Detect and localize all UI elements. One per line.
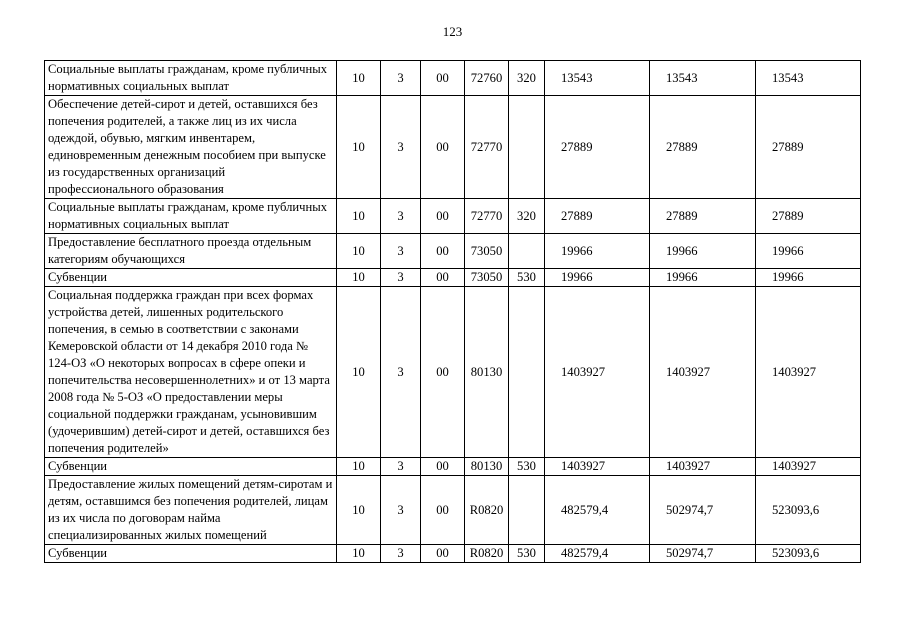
section-code-cell: 10 [337,96,381,199]
expense-type-code-cell: 320 [509,61,545,96]
table-body [45,61,861,563]
amount-year3-cell: 523093,6 [756,476,861,545]
budget-table [44,60,861,563]
table-row [45,458,861,476]
direction-code-cell: 72770 [465,96,509,199]
amount-year2-cell: 27889 [650,199,756,234]
expense-type-code-cell [509,96,545,199]
subsection-code-cell: 3 [381,287,421,458]
table-row [45,61,861,96]
expense-type-code-cell [509,287,545,458]
amount-year2-cell: 502974,7 [650,545,756,563]
subsection-code-cell: 3 [381,61,421,96]
direction-code-cell: 72760 [465,61,509,96]
table-row [45,476,861,545]
section-code-cell: 10 [337,287,381,458]
amount-year3-cell: 19966 [756,269,861,287]
amount-year1-cell: 1403927 [545,287,650,458]
subsection-code-cell: 3 [381,476,421,545]
section-code-cell: 10 [337,61,381,96]
amount-year1-cell: 27889 [545,96,650,199]
amount-year2-cell: 19966 [650,234,756,269]
row-name-cell: Обеспечение детей-сирот и детей, оставшихся без попечения родителей, а также лиц из их числа одеждой, обувью, мягким инвентарем, единовременным денежным пособием при выпуске из государственных организаций профессионального образования [45,96,337,199]
subsection-code-cell: 3 [381,269,421,287]
amount-year3-cell: 13543 [756,61,861,96]
direction-code-cell: 73050 [465,269,509,287]
amount-year2-cell: 13543 [650,61,756,96]
program-code-cell: 00 [421,269,465,287]
amount-year3-cell: 1403927 [756,287,861,458]
expense-type-code-cell [509,234,545,269]
expense-type-code-cell: 530 [509,458,545,476]
row-name-cell: Предоставление жилых помещений детям-сиротам и детям, оставшимся без попечения родителей, лицам из их числа по договорам найма специализированных жилых помещений [45,476,337,545]
section-code-cell: 10 [337,269,381,287]
amount-year2-cell: 502974,7 [650,476,756,545]
amount-year2-cell: 1403927 [650,287,756,458]
row-name-cell: Субвенции [45,545,337,563]
expense-type-code-cell: 320 [509,199,545,234]
program-code-cell: 00 [421,199,465,234]
direction-code-cell: R0820 [465,545,509,563]
section-code-cell: 10 [337,199,381,234]
amount-year3-cell: 27889 [756,199,861,234]
direction-code-cell: 72770 [465,199,509,234]
program-code-cell: 00 [421,61,465,96]
expense-type-code-cell [509,476,545,545]
program-code-cell: 00 [421,476,465,545]
table-row [45,234,861,269]
expense-type-code-cell: 530 [509,269,545,287]
amount-year3-cell: 523093,6 [756,545,861,563]
subsection-code-cell: 3 [381,234,421,269]
row-name-cell: Социальные выплаты гражданам, кроме публичных нормативных социальных выплат [45,199,337,234]
row-name-cell: Субвенции [45,269,337,287]
direction-code-cell: 73050 [465,234,509,269]
subsection-code-cell: 3 [381,458,421,476]
row-name-cell: Субвенции [45,458,337,476]
amount-year1-cell: 482579,4 [545,545,650,563]
amount-year1-cell: 482579,4 [545,476,650,545]
table-row [45,199,861,234]
table-row [45,269,861,287]
section-code-cell: 10 [337,458,381,476]
row-name-cell: Социальные выплаты гражданам, кроме публичных нормативных социальных выплат [45,61,337,96]
subsection-code-cell: 3 [381,199,421,234]
direction-code-cell: R0820 [465,476,509,545]
program-code-cell: 00 [421,234,465,269]
amount-year2-cell: 19966 [650,269,756,287]
expense-type-code-cell: 530 [509,545,545,563]
section-code-cell: 10 [337,234,381,269]
program-code-cell: 00 [421,287,465,458]
subsection-code-cell: 3 [381,545,421,563]
row-name-cell: Социальная поддержка граждан при всех формах устройства детей, лишенных родительского попечения, в семью в соответствии с законами Кемеровской области от 14 декабря 2010 года № 124-ОЗ «О некоторых вопросах в сфере опеки и попечительства несовершеннолетних» и от 13 марта 2008 года № 5-ОЗ «О предоставлении меры социальной поддержки гражданам, усыновившим (удочерившим) детей-сирот и детей, оставшихся без попечения родителей» [45,287,337,458]
amount-year3-cell: 1403927 [756,458,861,476]
program-code-cell: 00 [421,96,465,199]
table-row [45,287,861,458]
subsection-code-cell: 3 [381,96,421,199]
direction-code-cell: 80130 [465,287,509,458]
direction-code-cell: 80130 [465,458,509,476]
table-row [45,96,861,199]
page-number: 123 [442,24,463,39]
amount-year3-cell: 27889 [756,96,861,199]
row-name-cell: Предоставление бесплатного проезда отдельным категориям обучающихся [45,234,337,269]
program-code-cell: 00 [421,545,465,563]
section-code-cell: 10 [337,545,381,563]
program-code-cell: 00 [421,458,465,476]
amount-year3-cell: 19966 [756,234,861,269]
section-code-cell: 10 [337,476,381,545]
amount-year1-cell: 27889 [545,199,650,234]
amount-year2-cell: 1403927 [650,458,756,476]
amount-year1-cell: 19966 [545,234,650,269]
amount-year2-cell: 27889 [650,96,756,199]
amount-year1-cell: 19966 [545,269,650,287]
amount-year1-cell: 13543 [545,61,650,96]
table-row [45,545,861,563]
amount-year1-cell: 1403927 [545,458,650,476]
